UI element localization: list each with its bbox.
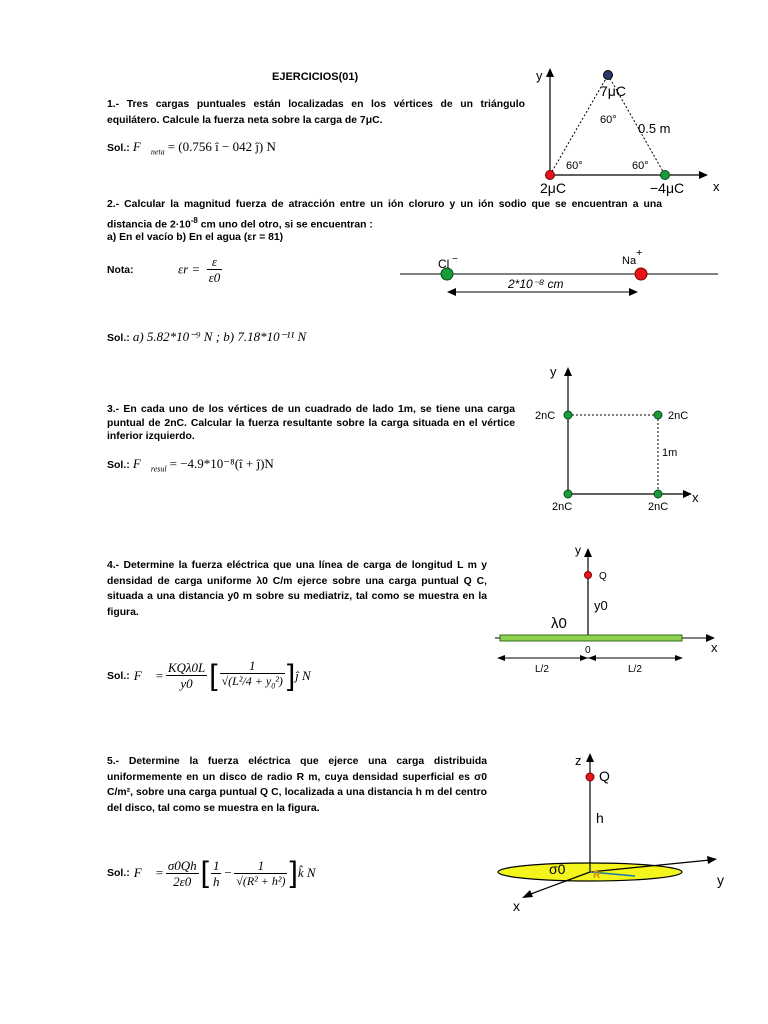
sol-label: Sol.: bbox=[107, 867, 130, 879]
y-label: y bbox=[550, 364, 557, 379]
sol-label: Sol.: bbox=[107, 459, 130, 471]
sol-label: Sol.: bbox=[107, 332, 130, 344]
sol-inner-numerator: 1 bbox=[220, 658, 285, 674]
arrow-right-icon bbox=[629, 288, 638, 296]
ions-figure bbox=[400, 250, 720, 300]
y0-label: y0 bbox=[594, 598, 608, 613]
half-left-label: L/2 bbox=[535, 664, 549, 675]
y-axis-arrow-icon bbox=[546, 68, 554, 77]
sigma-label: σ0 bbox=[549, 861, 566, 877]
charge-bottom-right bbox=[654, 490, 662, 498]
exercise-2-solution bbox=[107, 329, 306, 345]
distance-label: 2*10⁻⁸ cm bbox=[508, 277, 564, 291]
sol-numerator: σ0Qh bbox=[167, 857, 197, 873]
nota-denominator: ε0 bbox=[208, 270, 221, 285]
half-right-label: L/2 bbox=[628, 664, 642, 675]
z-axis-arrow-icon bbox=[586, 753, 594, 762]
cl-label: Cl bbox=[438, 257, 450, 271]
exercise-2-text-main: 2.- Calcular la magnitud fuerza de atracción entre un ión cloruro y un ión sodio que se encuentran a una distancia de 2·10 bbox=[107, 199, 662, 230]
r-label: R bbox=[593, 870, 601, 881]
exercise-2-options: a) En el vacío b) En el agua (εr = 81) bbox=[107, 232, 284, 243]
exercise-1-text: 1.- Tres cargas puntuales están localizadas en los vértices de un triángulo equilátero. Calcule la fuerza neta sobre la carga de 7μC. bbox=[107, 99, 525, 126]
x-label: x bbox=[713, 179, 720, 194]
y-label: y bbox=[536, 68, 543, 83]
sol-expression: = −4.9*10⁻⁸(î + ĵ)N bbox=[169, 456, 274, 471]
exercise-2-text-end: cm uno del otro, si se encuentran : bbox=[197, 218, 373, 230]
charge-q bbox=[585, 572, 592, 579]
charge-top-label: 7μC bbox=[600, 83, 626, 99]
y-axis-arrow-icon bbox=[707, 856, 717, 864]
q-label: Q bbox=[599, 571, 607, 582]
arrow-right-icon bbox=[675, 655, 683, 661]
nota-lhs: εr = bbox=[178, 261, 201, 277]
exercise-2-exponent: -8 bbox=[190, 215, 198, 225]
line-charge bbox=[500, 635, 682, 641]
y-axis-arrow-icon bbox=[584, 548, 592, 557]
sol-expression: = (0.756 î − 042 ĵ) N bbox=[167, 139, 276, 154]
lambda-label: λ0 bbox=[551, 615, 567, 632]
sol-denominator: 2ε0 bbox=[173, 873, 192, 889]
angle-right: 60° bbox=[632, 160, 649, 172]
charge-left-label: 2μC bbox=[540, 180, 566, 196]
na-sign: + bbox=[636, 250, 643, 259]
sol-fraction bbox=[166, 858, 199, 889]
x-label: x bbox=[692, 490, 699, 505]
side-length: 0.5 m bbox=[638, 121, 671, 136]
x-axis-arrow-icon bbox=[522, 890, 533, 898]
exercise-3-text: 3.- En cada uno de los vértices de un cuadrado de lado 1m, se tiene una carga puntual de 2nC. Calcular la fuerza resultante sobre la carga situada en el vértice inferior izquierdo. bbox=[107, 404, 515, 442]
nota-fraction bbox=[207, 254, 223, 285]
sol-denominator: y0 bbox=[180, 676, 193, 692]
nota-label: Nota: bbox=[107, 265, 134, 276]
sol-subscript: resul bbox=[150, 464, 167, 474]
charge-7uC bbox=[604, 71, 613, 80]
arrow-left-icon bbox=[447, 288, 456, 296]
exercise-4-solution: Sol.: F⃗ = $\frac{\text{KQλ0L}}{y0}$ [ $\frac{1}{√(L^2/4 + y_0^2)}$ ] ĵ N bbox=[107, 658, 311, 692]
disk-figure bbox=[495, 745, 740, 915]
exercise-3-solution: Sol.: $F⃗_{resul}$ = −4.9*10⁻⁸(î + ĵ)N bbox=[107, 456, 274, 474]
na-ion bbox=[635, 268, 647, 280]
charge-minus4uC bbox=[661, 171, 670, 180]
x-axis-arrow-icon bbox=[683, 490, 692, 498]
sol-label: Sol.: bbox=[107, 669, 130, 682]
angle-left: 60° bbox=[566, 160, 583, 172]
triangle-figure bbox=[520, 60, 760, 200]
z-label: z bbox=[575, 753, 582, 768]
exercise-5-text: 5.- Determine la fuerza eléctrica que ejerce una carga distribuida uniformemente en un disco de radio R m, cuya densidad superficial es σ0 C/m², sobre una carga puntual Q C, localizada a una distancia h m del centro del disco, tal como se muestra en la figura. bbox=[107, 756, 487, 814]
q-label: Q bbox=[599, 768, 610, 784]
label-bottom-left: 2nC bbox=[552, 501, 573, 512]
angle-top: 60° bbox=[600, 114, 617, 126]
exercise-4-text: 4.- Determine la fuerza eléctrica que una línea de carga de longitud L m y densidad de carga uniforme λ0 C/m ejerce sobre una carga puntual Q C, situada a una distancia y0 m sobre su mediatriz, tal como se muestra en la figura. bbox=[107, 560, 487, 618]
square-figure bbox=[530, 362, 710, 512]
sol-subscript: neta bbox=[150, 147, 165, 157]
charge-right-label: −4μC bbox=[650, 180, 685, 196]
exercise-2-text bbox=[107, 197, 662, 232]
exercise-1-solution: Sol.: $F⃗_{neta} = (0.756$ î − 042 ĵ) N bbox=[107, 139, 276, 157]
exercise-5-solution: Sol.: F⃗ = $\frac{\sigma 0Qh}{2\varepsilon 0}$ [ $\frac{1}{h}$ − $\frac{1}{\text{√(R² + h²)}}$ ] k̂ N bbox=[107, 856, 316, 889]
y-label: y bbox=[575, 543, 581, 557]
sol-label: Sol.: bbox=[107, 142, 130, 154]
x-label: x bbox=[513, 898, 520, 914]
x-label: x bbox=[711, 640, 718, 655]
label-top-left: 2nC bbox=[535, 410, 556, 422]
charge-bottom-left bbox=[564, 490, 572, 498]
line-charge-figure bbox=[495, 540, 730, 675]
charge-2uC bbox=[546, 171, 555, 180]
y-axis-arrow-icon bbox=[564, 367, 572, 376]
sol-inner-denominator: $√(L^2/4 + y_0^2)$ bbox=[221, 674, 283, 691]
charge-top-right bbox=[654, 411, 662, 419]
na-label: Na bbox=[622, 255, 637, 267]
sol-fraction bbox=[166, 660, 207, 691]
sol-unit: ĵ N bbox=[295, 667, 311, 683]
cl-sign: − bbox=[452, 254, 458, 265]
page-title: EJERCICIOS(01) bbox=[272, 71, 359, 83]
nota-numerator: ε bbox=[207, 254, 223, 270]
sol-numerator: KQλ0L bbox=[167, 660, 206, 676]
sol-inner-fraction bbox=[220, 658, 285, 693]
label-top-right: 2nC bbox=[668, 410, 689, 422]
y-label: y bbox=[717, 872, 724, 888]
side-label: 1m bbox=[662, 447, 678, 459]
x-axis-arrow-icon bbox=[699, 171, 708, 179]
h-label: h bbox=[596, 810, 604, 826]
charge-top-left bbox=[564, 411, 572, 419]
origin-label: 0 bbox=[585, 645, 591, 656]
sol-unit: k̂ N bbox=[297, 865, 316, 880]
sol-expression: a) 5.82*10⁻⁹ N ; b) 7.18*10⁻¹¹ N bbox=[132, 329, 307, 344]
label-bottom-right: 2nC bbox=[648, 501, 669, 512]
charge-q bbox=[586, 773, 594, 781]
nota-formula bbox=[178, 254, 224, 285]
arrow-left-icon bbox=[497, 655, 505, 661]
